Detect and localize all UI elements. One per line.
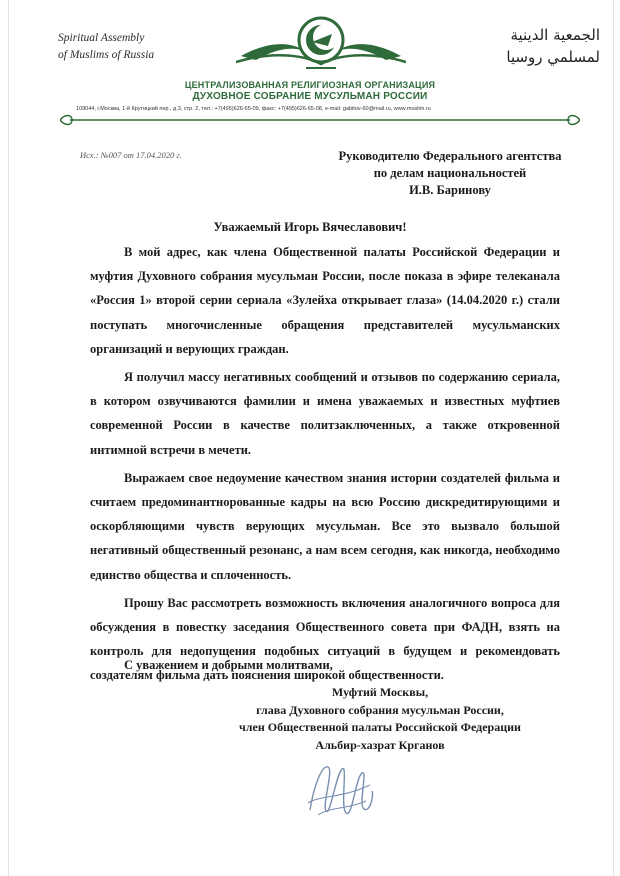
org-name-english-line-1: Spiritual Assembly bbox=[58, 32, 145, 44]
addressee-line: И.В. Баринову bbox=[409, 183, 491, 197]
addressee-line: Руководителю Федерального агентства bbox=[338, 149, 562, 163]
org-title-line: ДУХОВНОЕ СОБРАНИЕ МУСУЛЬМАН РОССИИ bbox=[192, 91, 428, 102]
org-name-arabic-line-1: الجمعية الدينية bbox=[510, 26, 600, 44]
org-name-arabic-line-2: لمسلمي روسيا bbox=[506, 48, 600, 66]
org-address-line: 109044, г.Москва, 1-й Крутицкий пер., д.3, стр. 2, тел.: +7(495)626-65-09, факс: +7(495)626-65-08, e-mail: gabitov-60@mail.ru, www.muslim.ru bbox=[76, 106, 431, 112]
org-name-arabic bbox=[450, 24, 600, 68]
ornamental-divider bbox=[60, 113, 580, 127]
body-paragraph: В мой адрес, как члена Общественной палаты Российской Федерации и муфтия Духовного собрания мусульман России, после показа в эфире телеканала «Россия 1» второй серии сериала «Зулейха открывает глаза» (14.04.2020 г.) стали поступать многочисленные обращения представителей мусульманских организаций и верующих граждан. bbox=[90, 245, 560, 356]
outgoing-number: Исх.: №007 от 17.04.2020 г. bbox=[80, 150, 182, 160]
signature-block bbox=[200, 684, 560, 754]
body-paragraph: Прошу Вас рассмотреть возможность включения аналогичного вопроса для обсуждения в повестку заседания Общественного совета при ФАДН, взять на контроль для недопущения подобных ситуаций в будущем и рекомендовать создателям фильма дать пояснения широкой общественности. bbox=[90, 595, 560, 683]
org-name-english bbox=[58, 30, 218, 64]
body-paragraph: Я получил массу негативных сообщений и отзывов по содержанию сериала, в котором озвучиваются фамилии и имена уважаемых и известных муфтиев современной России в качестве политзаключенных, а также откровенной интимной встречи в мечети. bbox=[90, 370, 560, 457]
signer-name: Альбир-хазрат Крганов bbox=[315, 737, 445, 752]
emblem-logo-icon bbox=[236, 12, 406, 74]
signer-title-line: глава Духовного собрания мусульман России, bbox=[256, 702, 504, 717]
org-type-line: ЦЕНТРАЛИЗОВАННАЯ РЕЛИГИОЗНАЯ ОРГАНИЗАЦИЯ bbox=[184, 80, 436, 90]
salutation: Уважаемый Игорь Вячеславович! bbox=[213, 220, 407, 234]
signer-title-line: Муфтий Москвы, bbox=[331, 685, 429, 699]
addressee-block bbox=[300, 148, 600, 199]
closing-phrase: С уважением и добрыми молитвами, bbox=[124, 658, 333, 672]
org-name-english-line-2: of Muslims of Russia bbox=[58, 49, 155, 61]
handwritten-signature-icon bbox=[300, 755, 380, 825]
letter-body bbox=[90, 240, 560, 692]
addressee-line: по делам национальностей bbox=[373, 166, 527, 180]
body-paragraph: Выражаем свое недоумение качеством знания истории создателей фильма и считаем предоминантнорованные кадры на всю Россию дискредитирующими и оскорбляющими чувств верующих мусульман. Все это вызвало большой негативный общественный резонанс, а нам всем сегодня, как никогда, необходимо единство общества и сплоченность. bbox=[90, 470, 560, 582]
signer-title-line: член Общественной палаты Российской Федерации bbox=[239, 720, 521, 734]
